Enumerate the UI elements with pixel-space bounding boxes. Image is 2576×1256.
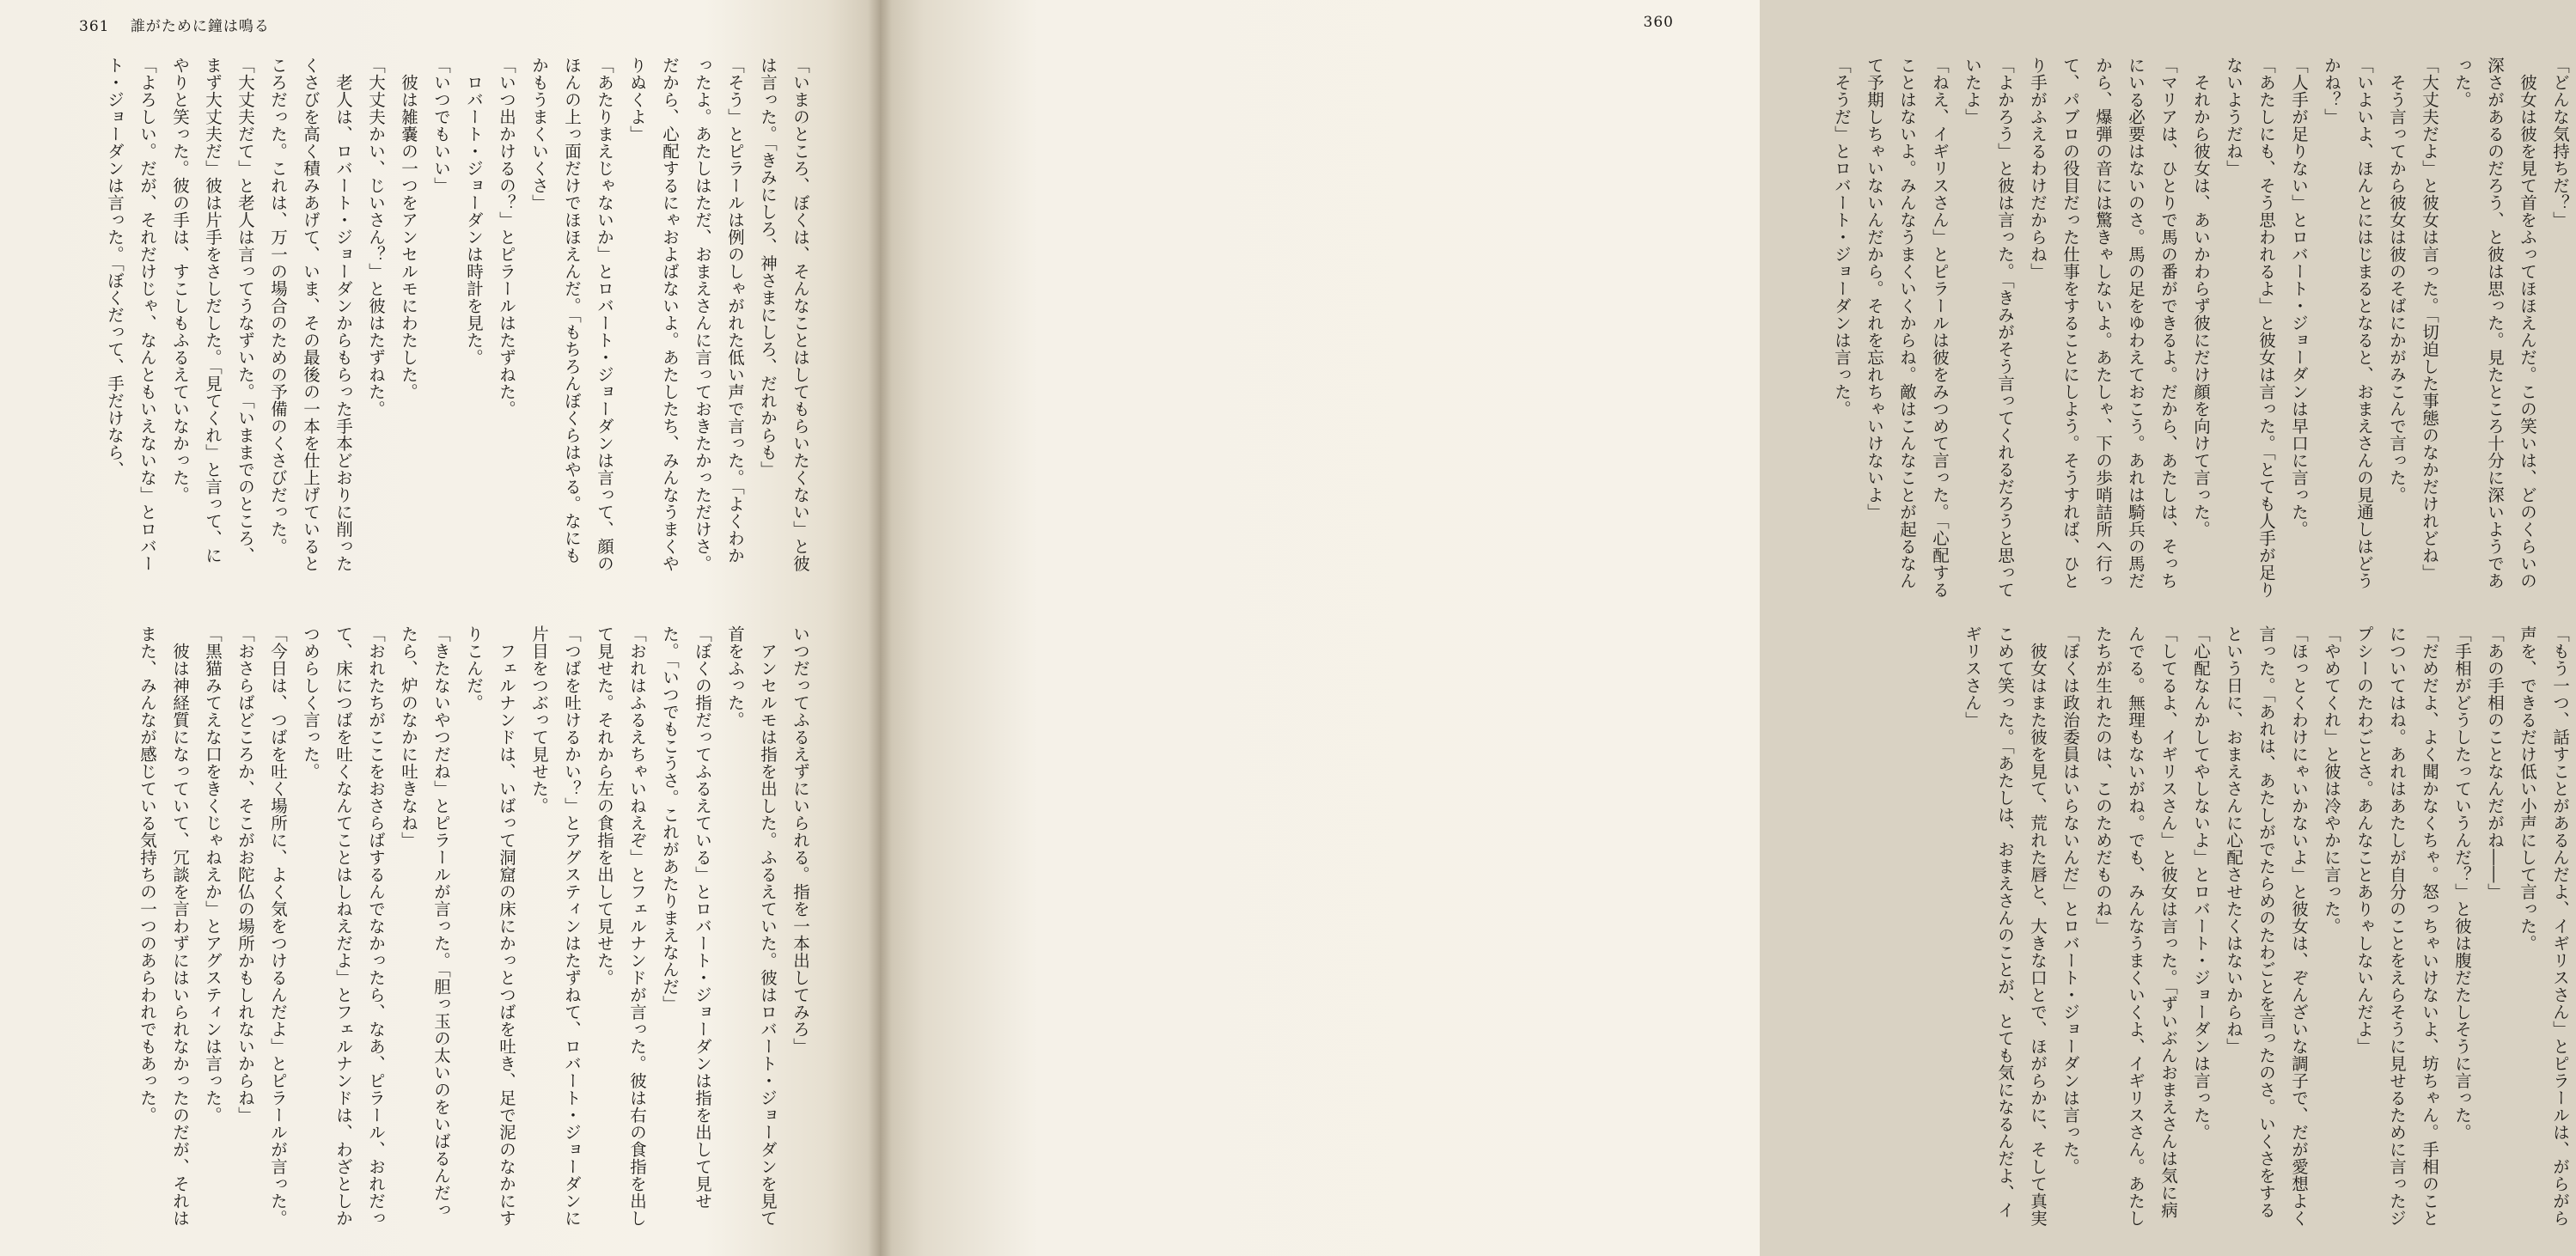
- paragraph: 「だめだよ、よく聞かなくちゃ。怒っちゃいけないよ、坊ちゃん。手相のことについてはね。あれはあたしが自分のことをえらそうに見せるために言ったジプシーのたわごとさ。あんなことありゃしないんだよ」: [2354, 625, 2439, 1227]
- paragraph: 「今日は、つばを吐く場所に、よく気をつけるんだよ」とピラールが言った。「おさらばどころか、そこがお陀仏の場所かもしれないからね」: [235, 625, 288, 1227]
- paragraph: アンセルモは指を出した。ふるえていた。彼はロバート・ジョーダンを見て首をふった。: [725, 625, 778, 1227]
- paragraph: 「心配なんかしてやしないよ」とロバート・ジョーダンは言った。: [2191, 625, 2211, 1141]
- paragraph: ロバート・ジョーダンは時計を見た。: [464, 73, 484, 366]
- left-page: [0, 0, 880, 1256]
- right-upper-text: [1813, 57, 2576, 603]
- paragraph: 「大丈夫だよ」と彼女は言った。「切迫した事態のなかだけれどね」: [2420, 57, 2439, 582]
- paragraph: 「もう一つ、話すことがあるんだよ、イギリスさん」とピラールは、がらがら声を、できるだけ低い小声にして言った。: [2518, 625, 2570, 1227]
- book-gutter: [868, 0, 892, 1256]
- paragraph: フェルナンドは、いばって洞窟の床にかっとつばを吐き、足で泥のなかにすりこんだ。: [464, 625, 516, 1227]
- paragraph: 「いつ出かけるの？」とピラールはたずねた。: [497, 57, 516, 418]
- paragraph: 「ねえ、イギリスさん」とピラールは彼をみつめて言った。「心配することはないよ。みんなうまくいくからね。敵はこんなことが起るなんて予期しちゃいないんだから。それを忘れちゃいけないよ」: [1865, 57, 1950, 599]
- paragraph: 「そう」とピラールは例のしゃがれた低い声で言った。「よくわかったよ。あたしはただ、おまえさんに言っておきたかっただけさ。だから、心配するにゃおよばないよ。あたしたち、みんなうまくやりぬくよ」: [627, 57, 745, 572]
- paragraph: 「ほっとくわけにゃいかないよ」と彼女は、ぞんざいな調子で、だが愛想よく言った。「あれは、あたしがでたらめのたわごとを言ったのさ。いくさをするという日に、おまえさんに心配させたくはないからね」: [2224, 625, 2309, 1227]
- paragraph: 「どんな気持ちだ？」: [2550, 57, 2570, 229]
- paragraph: いつだってふるえずにいられる。指を一本出してみろ」: [791, 625, 810, 1055]
- paragraph: 「おれたちがここをおさらばするんでなかったら、なあ、ピラール、おれだって、床につばを吐くなんてことはしねえだよ」とフェルナンドは、わざとしかつめらしく言った。: [301, 625, 386, 1227]
- paragraph: 「人手が足りない」とロバート・ジョーダンは早口に言った。: [2289, 57, 2309, 538]
- paragraph: 「つばを吐けるかい？」とアグスティンはたずねて、ロバート・ジョーダンに片目をつぶって見せた。: [529, 625, 582, 1227]
- paragraph: 彼は雑嚢の一つをアンセルモにわたした。: [399, 73, 418, 400]
- paragraph: 「ぼくの指だってふるえている」とロバート・ジョーダンは指を出して見せた。「いつでもこうさ。これがあたりまえなんだ」: [660, 625, 712, 1210]
- paragraph: 「おれはふるえちゃいねえぞ」とフェルナンドが言った。彼は右の食指を出して見せた。それから左の食指を出して見せた。: [595, 625, 647, 1227]
- paragraph: 「ぼくは政治委員はいらないんだ」とロバート・ジョーダンは言った。: [2060, 625, 2080, 1175]
- paragraph: そう言ってから彼女は彼のそばにかがみこんで言った。: [2387, 73, 2407, 503]
- paragraph: 彼女は彼を見て首をふってほほえんだ。この笑いは、どのくらいの深さがあるのだろう、と彼は思った。見たところ十分に深いようであった。: [2452, 57, 2537, 589]
- left-lower-text: [53, 625, 816, 1229]
- left-page-header: [79, 14, 270, 35]
- paragraph: 「いつでもいい」: [431, 57, 451, 194]
- paragraph: 「よかろう」と彼は言った。「きみがそう言ってくれるだろうと思っていたよ」: [1963, 57, 2015, 599]
- right-lower-text: [1813, 625, 2576, 1229]
- paragraph: 「いまのところ、ぼくは、そんなことはしてもらいたくない」と彼は言った。「きみにしろ、神さまにしろ、だれからも」: [758, 57, 810, 572]
- paragraph: 「大丈夫だて」と老人は言ってうなずいた。「いままでのところ、まず大丈夫だ」彼は片手をさしだした。「見てくれ」と言って、にやりと笑った。彼の手は、すこしもふるえていなかった。: [170, 57, 255, 564]
- paragraph: 「黒猫みてえな口をきくじゃねえか」とアグスティンは言った。: [203, 625, 223, 1124]
- paragraph: 「あたしにも、そう思われるよ」と彼女は言った。「とても人手が足りないようだね」: [2224, 57, 2276, 599]
- right-page-header: [1644, 14, 1674, 31]
- paragraph: 「あたりまえじゃないか」とロバート・ジョーダンは言って、顔のほんの上っ面だけでほほえんだ。「もちろんぼくらはやる。なにもかもうまくいくさ」: [529, 57, 614, 572]
- paragraph: 「手相がどうしたっていうんだ？」と彼は腹だたしそうに言った。: [2452, 625, 2472, 1141]
- running-title: 誰がために鐘は鳴る: [130, 18, 270, 35]
- paragraph: 彼女はまた彼を見て、荒れた唇と、大きな口とで、ほがらかに、そして真実こめて笑った。「あたしは、おまえさんのことが、とても気になるんだよ、イギリスさん」: [1963, 625, 2048, 1227]
- left-upper-text: [53, 57, 816, 581]
- paragraph: 「マリアは、ひとりで馬の番ができるよ。だから、あたしは、そっちにいる必要はないのさ。馬の足をゆわえておこう。あれは騎兵の馬だから、爆弾の音には驚きゃしないよ。あたしゃ、下の歩哨詰所へ行って、パブロの役目だった仕事をすることにしよう。そうすれば、ひとり手がふえるわけだからね」: [2028, 57, 2178, 589]
- paragraph: 「よろしい。だが、それだけじゃ、なんともいえないな」とロバート・ジョーダンは言った。「ぼくだって、手だけなら、: [105, 57, 157, 572]
- paragraph: 「きたないやつだね」とピラールが言った。「胆っ玉の太いのをいばるんだったら、炉のなかに吐きなね」: [399, 625, 451, 1219]
- paragraph: 「そうだ」とロバート・ジョーダンは言った。: [1832, 57, 1852, 418]
- paragraph: 「大丈夫かい、じいさん？」と彼はたずねた。: [366, 57, 386, 418]
- paragraph: 老人は、ロバート・ジョーダンからもらった手本どおりに削ったくさびを高く積みあげて、いま、その最後の一本を仕上げているところだった。これは、万一の場合のための予備のくさびだった。: [268, 57, 353, 572]
- page-number-right: 360: [1643, 14, 1674, 31]
- paragraph: 「いよいよ、ほんとにはじまるとなると、おまえさんの見通しはどうかね？」: [2322, 57, 2374, 589]
- paragraph: 「あの手相のことなんだがね――」: [2485, 625, 2505, 900]
- paragraph: それから彼女は、あいかわらず彼にだけ顔を向けて言った。: [2191, 73, 2211, 538]
- right-page: [880, 0, 2570, 1256]
- paragraph: 「やめてくれ」と彼は冷やかに言った。: [2322, 625, 2341, 935]
- paragraph: 彼は神経質になっていて、冗談を言わずにはいられなかったのだが、それはまた、みんなが感じている気持ちの一つのあらわれでもあった。: [137, 625, 190, 1227]
- page-number-left: 361: [79, 18, 110, 35]
- paragraph: 「してるよ、イギリスさん」と彼女は言った。「ずいぶんおまえさんは気に病んでる。無理もないがね。でも、みんなうまくいくよ、イギリスさん。あたしたちが生れたのは、このためだものね」: [2093, 625, 2178, 1227]
